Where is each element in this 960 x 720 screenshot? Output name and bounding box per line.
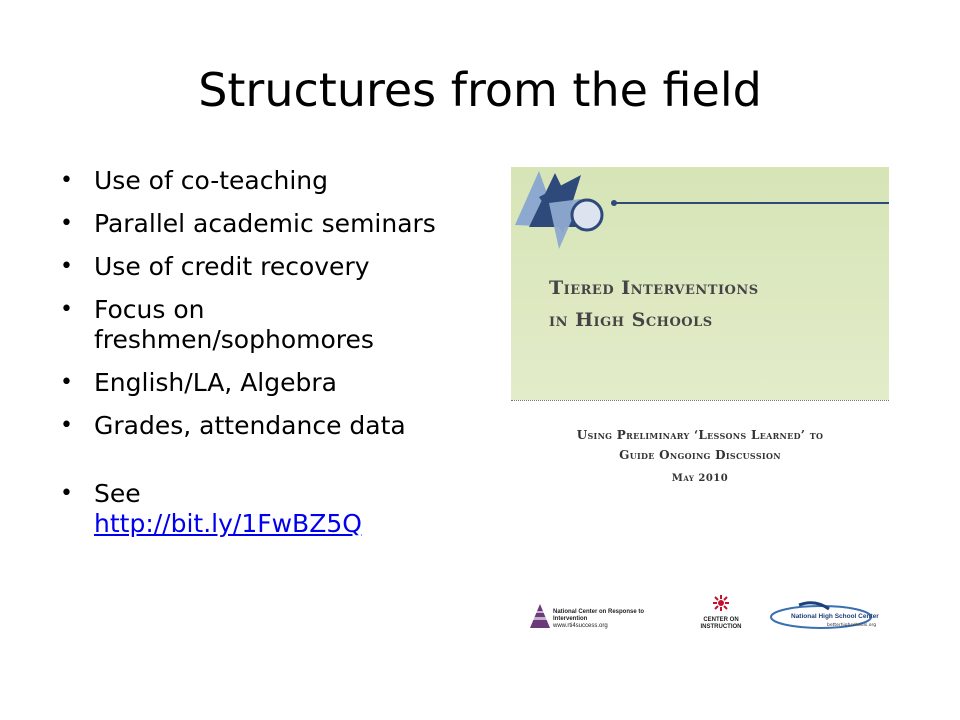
- bullet-item: [60, 252, 460, 282]
- bitly-link[interactable]: http://bit.ly/1FwBZ5Q: [94, 509, 362, 538]
- bullet-text: Grades, attendance data: [94, 411, 406, 440]
- bullet-text: Use of credit recovery: [94, 252, 370, 281]
- bullet-text: Use of co-teaching: [94, 166, 328, 195]
- nccrti-url: www.rti4success.org: [553, 623, 608, 629]
- report-cover-image: [511, 167, 889, 643]
- bullet-dot: •: [60, 168, 73, 193]
- bullet-item: [60, 295, 460, 355]
- bullet-item-link: [60, 479, 460, 539]
- bullet-dot: •: [60, 254, 73, 279]
- slide-title: Structures from the field: [198, 63, 762, 117]
- cover-date: May 2010: [671, 473, 729, 484]
- bullet-item: [60, 209, 460, 239]
- cover-title: [549, 272, 879, 336]
- cover-title-line-2: in High Schools: [549, 309, 713, 331]
- coi-logo: [693, 595, 749, 631]
- cover-divider: [511, 400, 889, 401]
- cover-subtitle: [511, 425, 889, 465]
- cover-subtitle-line-2: Guide Ongoing Discussion: [619, 448, 781, 462]
- link-prefix: See: [94, 479, 141, 508]
- cover-title-line-1: Tiered Interventions: [549, 277, 759, 299]
- bullet-text: Parallel academic seminars: [94, 209, 436, 238]
- nhsc-url: betterhighschools.org: [827, 623, 877, 628]
- bullet-item: [60, 411, 460, 441]
- cover-subtitle-line-1: Using Preliminary ‘Lessons Learned’ to: [576, 428, 824, 442]
- burst-icon: [713, 595, 729, 611]
- nhsc-logo: [769, 601, 879, 637]
- nccrti-name: National Center on Response to Intervention: [553, 609, 645, 622]
- bullet-dot: •: [60, 481, 73, 506]
- bullet-dot: •: [60, 370, 73, 395]
- coi-line-1: CENTER ON: [703, 617, 739, 623]
- pyramid-icon: [529, 603, 551, 629]
- triangle-circle-graphic: [511, 167, 889, 262]
- bullet-dot: •: [60, 297, 73, 322]
- partner-logos: [511, 595, 889, 643]
- bullet-text: English/LA, Algebra: [94, 368, 337, 397]
- bullet-item: [60, 166, 460, 196]
- bullet-item: [60, 368, 460, 398]
- coi-line-2: INSTRUCTION: [700, 624, 742, 630]
- bullet-dot: •: [60, 211, 73, 236]
- bullet-dot: •: [60, 413, 73, 438]
- bullet-text: Focus on freshmen/sophomores: [94, 295, 374, 354]
- nhsc-name: National High School Center: [791, 613, 879, 620]
- bullet-list: [60, 166, 460, 552]
